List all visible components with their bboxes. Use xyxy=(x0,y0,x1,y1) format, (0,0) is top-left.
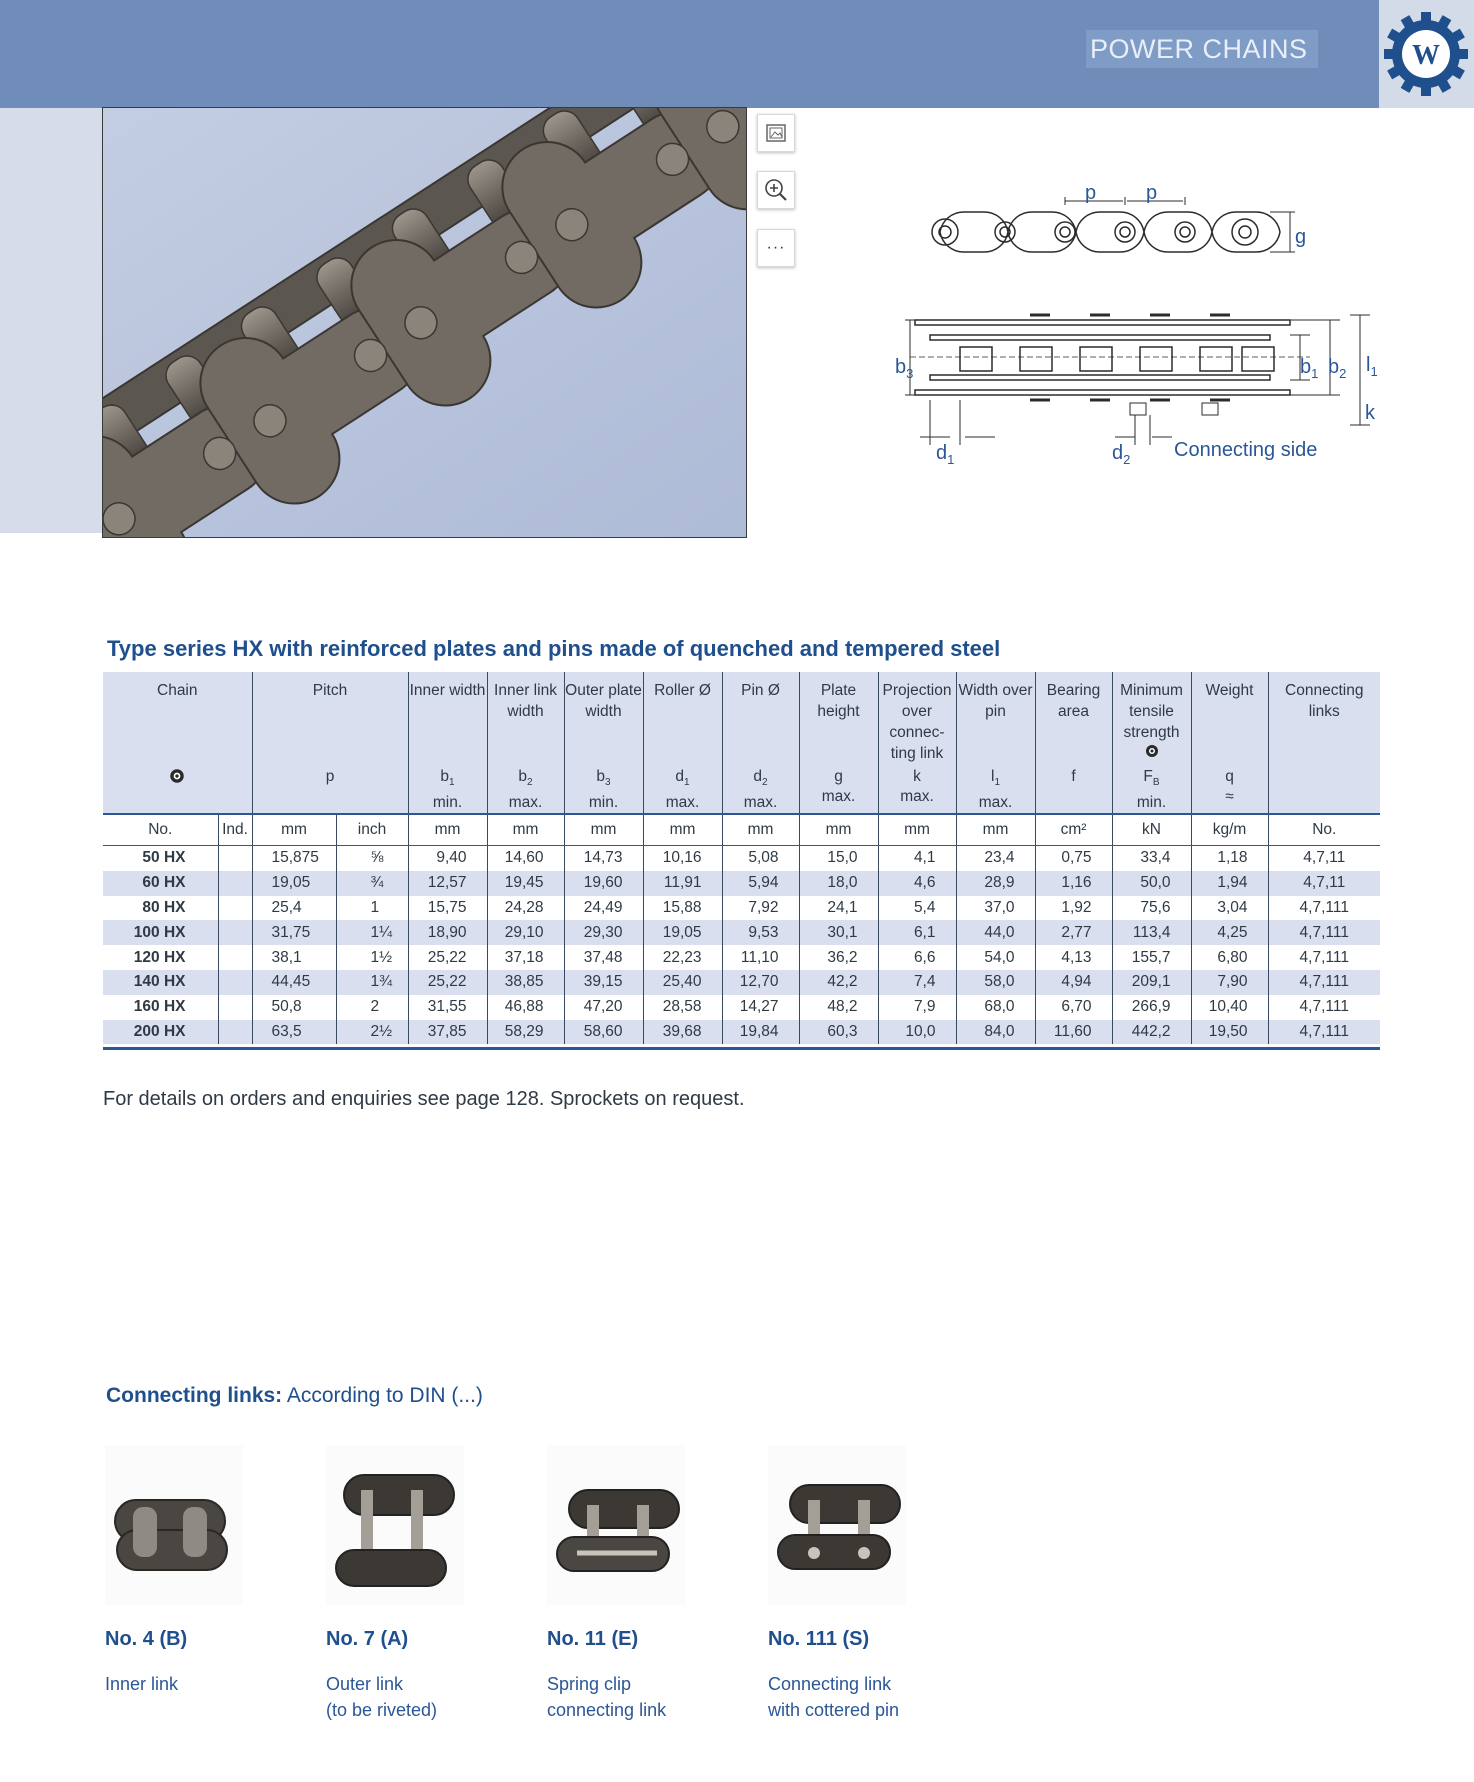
table-cell: 1 xyxy=(336,896,408,921)
table-cell xyxy=(218,896,252,921)
table-cell: 29,10 xyxy=(487,920,564,945)
table-cell: 5,4 xyxy=(878,896,956,921)
unit-cell: mm xyxy=(564,814,643,846)
table-cell: 7,92 xyxy=(722,896,799,921)
table-cell: 4,7,111 xyxy=(1268,945,1380,970)
chain-no-cell: 200 HX xyxy=(103,1020,218,1045)
chain-dimension-diagram xyxy=(890,175,1380,475)
diagram-label-b3: $b_3$ xyxy=(895,356,914,381)
table-cell: 1,92 xyxy=(1035,896,1112,921)
table-cell: 15,88 xyxy=(643,896,722,921)
unit-cell: No. xyxy=(1268,814,1380,846)
table-cell: 63,5 xyxy=(252,1020,336,1045)
table-cell: 37,0 xyxy=(956,896,1035,921)
table-cell: 1½ xyxy=(336,945,408,970)
unit-cell: mm xyxy=(956,814,1035,846)
table-cell: 42,2 xyxy=(799,970,878,995)
table-cell: 4,25 xyxy=(1191,920,1268,945)
table-cell: 44,0 xyxy=(956,920,1035,945)
table-cell: 75,6 xyxy=(1112,896,1191,921)
outer-link-image xyxy=(326,1445,464,1605)
table-cell: 50,0 xyxy=(1112,871,1191,896)
table-cell: 48,2 xyxy=(799,995,878,1020)
table-cell xyxy=(218,945,252,970)
table-cell: 25,22 xyxy=(408,970,487,995)
zoom-in-icon xyxy=(763,177,789,203)
table-cell: 1¼ xyxy=(336,920,408,945)
link-card-spring-clip xyxy=(547,1445,717,1723)
col-header-chain: Chain xyxy=(103,672,252,765)
table-cell: 155,7 xyxy=(1112,945,1191,970)
col-header-projection: Projection over connec-ting link xyxy=(878,672,956,765)
table-cell: 84,0 xyxy=(956,1020,1035,1045)
table-cell: 29,30 xyxy=(564,920,643,945)
table-cell xyxy=(218,846,252,871)
unit-cell: kN xyxy=(1112,814,1191,846)
table-row xyxy=(103,1020,1380,1045)
table-cell: 24,49 xyxy=(564,896,643,921)
table-cell: 44,45 xyxy=(252,970,336,995)
chain-photo xyxy=(102,107,747,538)
table-cell: 24,1 xyxy=(799,896,878,921)
table-cell: 12,70 xyxy=(722,970,799,995)
table-row xyxy=(103,995,1380,1020)
col-header-connecting-links: Connecting links xyxy=(1268,672,1380,765)
col-header-pin: Pin Ø xyxy=(722,672,799,765)
table-cell: 4,94 xyxy=(1035,970,1112,995)
table-cell: 10,40 xyxy=(1191,995,1268,1020)
table-row xyxy=(103,920,1380,945)
table-cell: 2 xyxy=(336,995,408,1020)
table-cell xyxy=(218,995,252,1020)
col-header-inner-link-width: Inner link width xyxy=(487,672,564,765)
table-cell: 10,16 xyxy=(643,846,722,871)
table-cell: 4,7,111 xyxy=(1268,920,1380,945)
table-cell: 4,7,111 xyxy=(1268,896,1380,921)
symbol-empty xyxy=(1268,765,1380,814)
table-cell: 2½ xyxy=(336,1020,408,1045)
table-cell: 4,7,111 xyxy=(1268,970,1380,995)
table-cell: 15,75 xyxy=(408,896,487,921)
chain-symbol-cell xyxy=(103,765,252,814)
link-card-inner xyxy=(105,1445,275,1697)
table-cell: 2,77 xyxy=(1035,920,1112,945)
chain-no-cell: 80 HX xyxy=(103,896,218,921)
link-desc: Connecting link with cottered pin xyxy=(768,1674,900,1720)
table-cell: 31,75 xyxy=(252,920,336,945)
table-cell: 18,90 xyxy=(408,920,487,945)
table-cell: 58,60 xyxy=(564,1020,643,1045)
gear-symbol-icon xyxy=(168,767,186,785)
table-cell: 47,20 xyxy=(564,995,643,1020)
table-cell: 19,45 xyxy=(487,871,564,896)
table-cell: 19,05 xyxy=(252,871,336,896)
table-cell: 19,05 xyxy=(643,920,722,945)
table-cell: 4,7,11 xyxy=(1268,871,1380,896)
section-title: Type series HX with reinforced plates and pins made of quenched and tempered steel xyxy=(107,636,1001,661)
table-cell: 23,4 xyxy=(956,846,1035,871)
symbol-b2: $b_2$ max. xyxy=(487,765,564,814)
table-cell: 6,80 xyxy=(1191,945,1268,970)
unit-cell: Ind. xyxy=(218,814,252,846)
table-cell: 33,4 xyxy=(1112,846,1191,871)
table-row xyxy=(103,896,1380,921)
diagram-label-d1: $d_1$ xyxy=(936,442,955,467)
link-desc: Outer link (to be riveted) xyxy=(326,1674,438,1720)
table-row xyxy=(103,945,1380,970)
units-row xyxy=(103,814,1380,846)
table-cell: 37,18 xyxy=(487,945,564,970)
diagram-label-l1: $l_1$ xyxy=(1366,354,1378,379)
table-cell: 6,1 xyxy=(878,920,956,945)
table-cell: 28,9 xyxy=(956,871,1035,896)
col-header-tensile-strength: Minimum tensile strength xyxy=(1112,672,1191,765)
table-cell: 4,7,111 xyxy=(1268,1020,1380,1045)
table-cell: 0,75 xyxy=(1035,846,1112,871)
unit-cell: inch xyxy=(336,814,408,846)
diagram-label-p1: p xyxy=(1085,182,1097,204)
link-desc: Inner link xyxy=(105,1674,179,1694)
col-header-plate-height: Plate height xyxy=(799,672,878,765)
spring-clip-link-image xyxy=(547,1445,685,1605)
table-cell: 31,55 xyxy=(408,995,487,1020)
table-cell: 113,4 xyxy=(1112,920,1191,945)
unit-cell: No. xyxy=(103,814,218,846)
table-cell: 60,3 xyxy=(799,1020,878,1045)
table-cell: 5,08 xyxy=(722,846,799,871)
table-cell xyxy=(218,871,252,896)
table-cell: 9,40 xyxy=(408,846,487,871)
table-cell: 11,60 xyxy=(1035,1020,1112,1045)
table-cell: 18,0 xyxy=(799,871,878,896)
table-cell: 7,4 xyxy=(878,970,956,995)
svg-text:W: W xyxy=(1412,40,1440,71)
chain-no-cell: 120 HX xyxy=(103,945,218,970)
link-no: No. 11 (E) xyxy=(547,1628,639,1650)
table-cell: 50,8 xyxy=(252,995,336,1020)
unit-cell: mm xyxy=(878,814,956,846)
table-cell xyxy=(218,1020,252,1045)
table-cell: 4,1 xyxy=(878,846,956,871)
zoom-in-button[interactable] xyxy=(757,171,795,209)
symbol-fb: $F_B$ min. xyxy=(1112,765,1191,814)
chain-no-cell: 50 HX xyxy=(103,846,218,871)
table-cell: 7,90 xyxy=(1191,970,1268,995)
table-row xyxy=(103,970,1380,995)
table-cell: 3,04 xyxy=(1191,896,1268,921)
table-cell: 38,1 xyxy=(252,945,336,970)
table-cell: 266,9 xyxy=(1112,995,1191,1020)
unit-cell: cm² xyxy=(1035,814,1112,846)
table-cell: 37,48 xyxy=(564,945,643,970)
table-cell: 14,73 xyxy=(564,846,643,871)
diagram-label-b2: $b_2$ xyxy=(1328,356,1347,381)
table-cell: 24,28 xyxy=(487,896,564,921)
unit-cell: mm xyxy=(643,814,722,846)
table-cell: 36,2 xyxy=(799,945,878,970)
table-cell: 4,7,11 xyxy=(1268,846,1380,871)
link-card-outer xyxy=(326,1445,496,1723)
table-cell: 1¾ xyxy=(336,970,408,995)
image-icon xyxy=(765,122,787,144)
table-cell: 28,58 xyxy=(643,995,722,1020)
brand-title: POWER CHAINS xyxy=(1086,30,1318,68)
table-cell: 25,4 xyxy=(252,896,336,921)
table-cell: 11,91 xyxy=(643,871,722,896)
col-header-roller: Roller Ø xyxy=(643,672,722,765)
col-header-inner-width: Inner width xyxy=(408,672,487,765)
diagram-label-connecting-side: Connecting side xyxy=(1174,439,1318,461)
symbol-d2: $d_2$ max. xyxy=(722,765,799,814)
table-cell: 9,53 xyxy=(722,920,799,945)
table-cell: 15,0 xyxy=(799,846,878,871)
link-no: No. 7 (A) xyxy=(326,1628,409,1650)
table-cell: 14,27 xyxy=(722,995,799,1020)
symbol-pitch: p xyxy=(252,765,408,814)
table-cell: 14,60 xyxy=(487,846,564,871)
symbol-b3: $b_3$ min. xyxy=(564,765,643,814)
gear-symbol-icon xyxy=(1144,743,1160,759)
table-cell: 30,1 xyxy=(799,920,878,945)
table-cell xyxy=(218,920,252,945)
table-cell: 19,84 xyxy=(722,1020,799,1045)
chain-no-cell: 100 HX xyxy=(103,920,218,945)
link-desc: Spring clip connecting link xyxy=(547,1674,667,1720)
unit-cell: mm xyxy=(799,814,878,846)
table-cell: 19,50 xyxy=(1191,1020,1268,1045)
image-button[interactable] xyxy=(757,114,795,152)
table-cell: 39,68 xyxy=(643,1020,722,1045)
diagram-label-g: g xyxy=(1295,226,1307,248)
chain-no-cell: 60 HX xyxy=(103,871,218,896)
table-cell: 209,1 xyxy=(1112,970,1191,995)
unit-cell: kg/m xyxy=(1191,814,1268,846)
table-cell: 7,9 xyxy=(878,995,956,1020)
unit-cell: mm xyxy=(722,814,799,846)
diagram-label-k: k xyxy=(1365,402,1375,424)
col-header-bearing-area: Bearing area xyxy=(1035,672,1112,765)
table-cell: 1,16 xyxy=(1035,871,1112,896)
table-cell xyxy=(218,970,252,995)
symbol-g: g max. xyxy=(799,765,878,814)
col-header-pitch: Pitch xyxy=(252,672,408,765)
diagram-label-b1: $b_1$ xyxy=(1300,356,1319,381)
table-cell: 37,85 xyxy=(408,1020,487,1045)
more-icon: ··· xyxy=(766,239,786,256)
table-cell: 58,29 xyxy=(487,1020,564,1045)
link-card-cottered-pin xyxy=(768,1445,938,1723)
link-no: No. 4 (B) xyxy=(105,1628,188,1650)
table-cell: 6,70 xyxy=(1035,995,1112,1020)
table-cell: 4,6 xyxy=(878,871,956,896)
more-button[interactable] xyxy=(757,229,795,267)
chain-no-cell: 140 HX xyxy=(103,970,218,995)
table-cell: 6,6 xyxy=(878,945,956,970)
table-cell: 442,2 xyxy=(1112,1020,1191,1045)
diagram-label-d2: $d_2$ xyxy=(1112,442,1131,467)
table-cell: 11,10 xyxy=(722,945,799,970)
table-cell: 19,60 xyxy=(564,871,643,896)
col-header-weight: Weight xyxy=(1191,672,1268,765)
spec-table-body xyxy=(103,846,1380,1045)
table-cell: 15,875 xyxy=(252,846,336,871)
table-cell: 1,18 xyxy=(1191,846,1268,871)
connecting-links-title: Connecting links: According to DIN (...) xyxy=(106,1384,483,1407)
diagram-label-p2: p xyxy=(1146,182,1158,204)
footnote: For details on orders and enquiries see page 128. Sprockets on request. xyxy=(103,1088,745,1110)
col-header-width-over-pin: Width over pin xyxy=(956,672,1035,765)
table-cell: 54,0 xyxy=(956,945,1035,970)
table-cell: 22,23 xyxy=(643,945,722,970)
symbol-q: q ≈ xyxy=(1191,765,1268,814)
table-cell: 1,94 xyxy=(1191,871,1268,896)
cottered-pin-link-image xyxy=(768,1445,906,1605)
table-cell: 25,40 xyxy=(643,970,722,995)
symbol-b1: $b_1$ min. xyxy=(408,765,487,814)
table-bottom-rule xyxy=(103,1047,1380,1050)
table-cell: 46,88 xyxy=(487,995,564,1020)
symbol-l1: $l_1$ max. xyxy=(956,765,1035,814)
logo xyxy=(1379,0,1474,108)
unit-cell: mm xyxy=(487,814,564,846)
gear-logo-icon xyxy=(1379,0,1474,108)
spec-table xyxy=(103,672,1380,1044)
table-cell: 68,0 xyxy=(956,995,1035,1020)
symbol-d1: $d_1$ max. xyxy=(643,765,722,814)
table-row xyxy=(103,871,1380,896)
spec-table-container xyxy=(103,672,1380,1044)
unit-cell: mm xyxy=(252,814,336,846)
table-cell: 58,0 xyxy=(956,970,1035,995)
link-no: No. 111 (S) xyxy=(768,1628,870,1650)
left-side-band xyxy=(0,108,102,533)
table-cell: ¾ xyxy=(336,871,408,896)
table-cell: 25,22 xyxy=(408,945,487,970)
table-cell: 10,0 xyxy=(878,1020,956,1045)
table-cell: 39,15 xyxy=(564,970,643,995)
table-cell: ⅝ xyxy=(336,846,408,871)
chain-no-cell: 160 HX xyxy=(103,995,218,1020)
symbol-f: f xyxy=(1035,765,1112,814)
table-row xyxy=(103,846,1380,871)
table-cell: 5,94 xyxy=(722,871,799,896)
table-cell: 4,13 xyxy=(1035,945,1112,970)
unit-cell: mm xyxy=(408,814,487,846)
table-cell: 12,57 xyxy=(408,871,487,896)
table-cell: 38,85 xyxy=(487,970,564,995)
table-cell: 4,7,111 xyxy=(1268,995,1380,1020)
inner-link-image xyxy=(105,1445,243,1605)
symbol-k: k max. xyxy=(878,765,956,814)
col-header-outer-plate-width: Outer plate width xyxy=(564,672,643,765)
